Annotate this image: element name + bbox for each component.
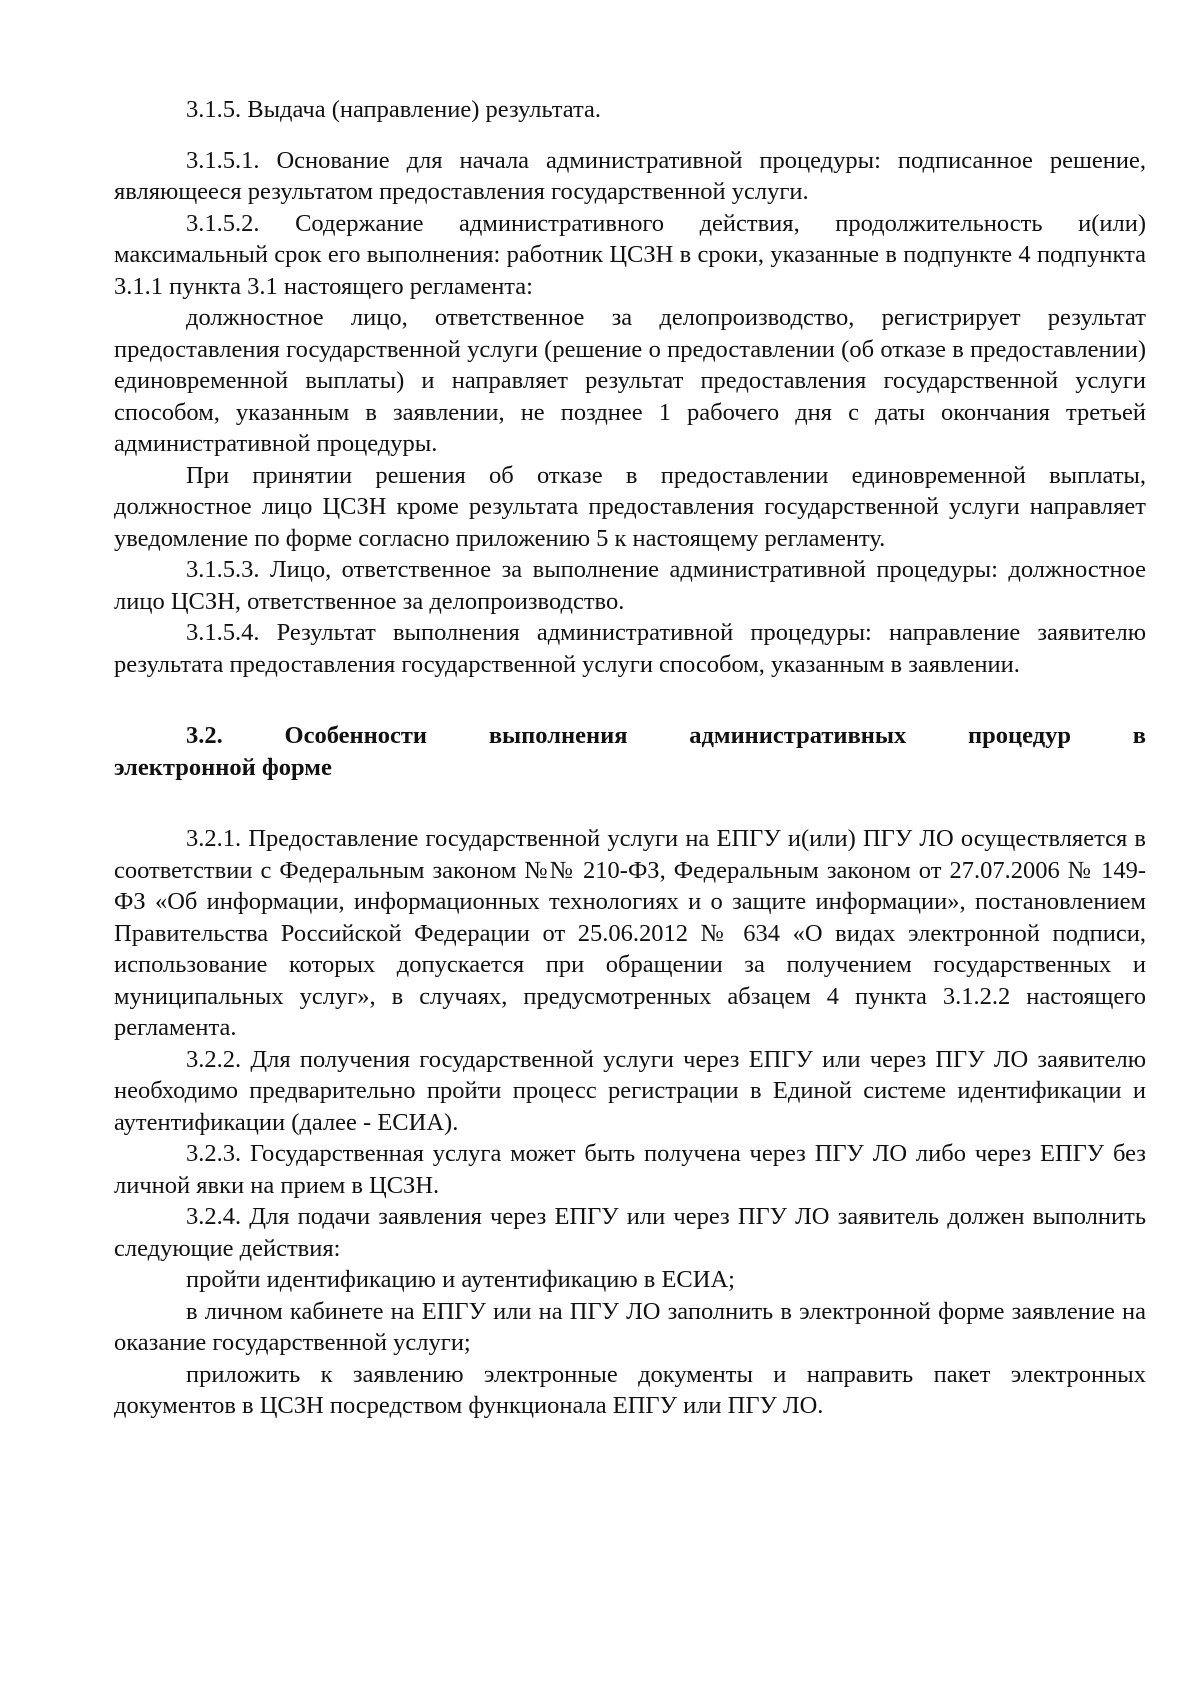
list-item-identification: пройти идентификацию и аутентификацию в ЕСИА; [186, 1266, 735, 1293]
section-heading-3-2-continued [114, 752, 1146, 784]
list-item-attach-documents: приложить к заявлению электронные документы и направить пакет электронных документов в ЦСЗН посредством функционала ЕПГУ или ПГУ ЛО. [114, 1360, 1146, 1419]
paragraph-3-2-2: 3.2.2. Для получения государственной услуги через ЕПГУ или через ПГУ ЛО заявителю необходимо предварительно пройти процесс регистрации в Единой системе идентификации и аутентификации (далее - ЕСИА). [114, 1045, 1146, 1136]
paragraph-3-2-3: 3.2.3. Государственная услуга может быть получена через ПГУ ЛО либо через ЕПГУ без личной явки на прием в ЦСЗН. [114, 1140, 1146, 1199]
section-heading-line-1: 3.2. Особенности выполнения административных процедур в [186, 722, 1146, 749]
paragraph-refusal-notice: При принятии решения об отказе в предоставлении единовременной выплаты, должностное лицо ЦСЗН кроме результата предоставления государственной услуги направляет уведомление по форме согласно приложению 5 к настоящему регламенту. [114, 461, 1146, 552]
list-item-fill-application: в личном кабинете на ЕПГУ или на ПГУ ЛО заполнить в электронной форме заявление на оказание государственной услуги; [114, 1297, 1146, 1356]
paragraph-3-1-5-1: 3.1.5.1. Основание для начала административной процедуры: подписанное решение, являющееся результатом предоставления государственной услуги. [114, 146, 1146, 205]
paragraph-3-2-1: 3.2.1. Предоставление государственной услуги на ЕПГУ и(или) ПГУ ЛО осуществляется в соответствии с Федеральным законом №№ 210-ФЗ, Федеральным законом от 27.07.2006 № 149-ФЗ «Об информации, информационных технологиях и о защите информации», постановлением Правительства Российской Федерации от 25.06.2012 № 634 «О видах электронной подписи, использование которых допускается при обращении за получением государственных и муниципальных услуг», в случаях, предусмотренных абзацем 4 пункта 3.1.2.2 настоящего регламента. [114, 825, 1146, 1041]
section-heading-3-2 [114, 720, 1146, 752]
section-heading-line-2: электронной форме [114, 753, 332, 781]
paragraph-registration-duty: должностное лицо, ответственное за делопроизводство, регистрирует результат предоставления государственной услуги (решение о предоставлении (об отказе в предоставлении) единовременной выплаты) и направляет результат предоставления государственной услуги способом, указанным в заявлении, не позднее 1 рабочего дня с даты окончания третьей административной процедуры. [114, 304, 1146, 457]
paragraph-3-2-4: 3.2.4. Для подачи заявления через ЕПГУ или через ПГУ ЛО заявитель должен выполнить следующие действия: [114, 1203, 1146, 1262]
paragraph-3-1-5-2: 3.1.5.2. Содержание административного действия, продолжительность и(или) максимальный срок его выполнения: работник ЦСЗН в сроки, указанные в подпункте 4 подпункта 3.1.1 пункта 3.1 настоящего регламента: [114, 209, 1146, 300]
document-body [114, 94, 1146, 1422]
paragraph-3-1-5: 3.1.5. Выдача (направление) результата. [186, 96, 601, 123]
paragraph-3-1-5-3: 3.1.5.3. Лицо, ответственное за выполнение административной процедуры: должностное лицо ЦСЗН, ответственное за делопроизводство. [114, 556, 1146, 615]
paragraph-3-1-5-4: 3.1.5.4. Результат выполнения административной процедуры: направление заявителю результата предоставления государственной услуги способом, указанным в заявлении. [114, 619, 1146, 678]
